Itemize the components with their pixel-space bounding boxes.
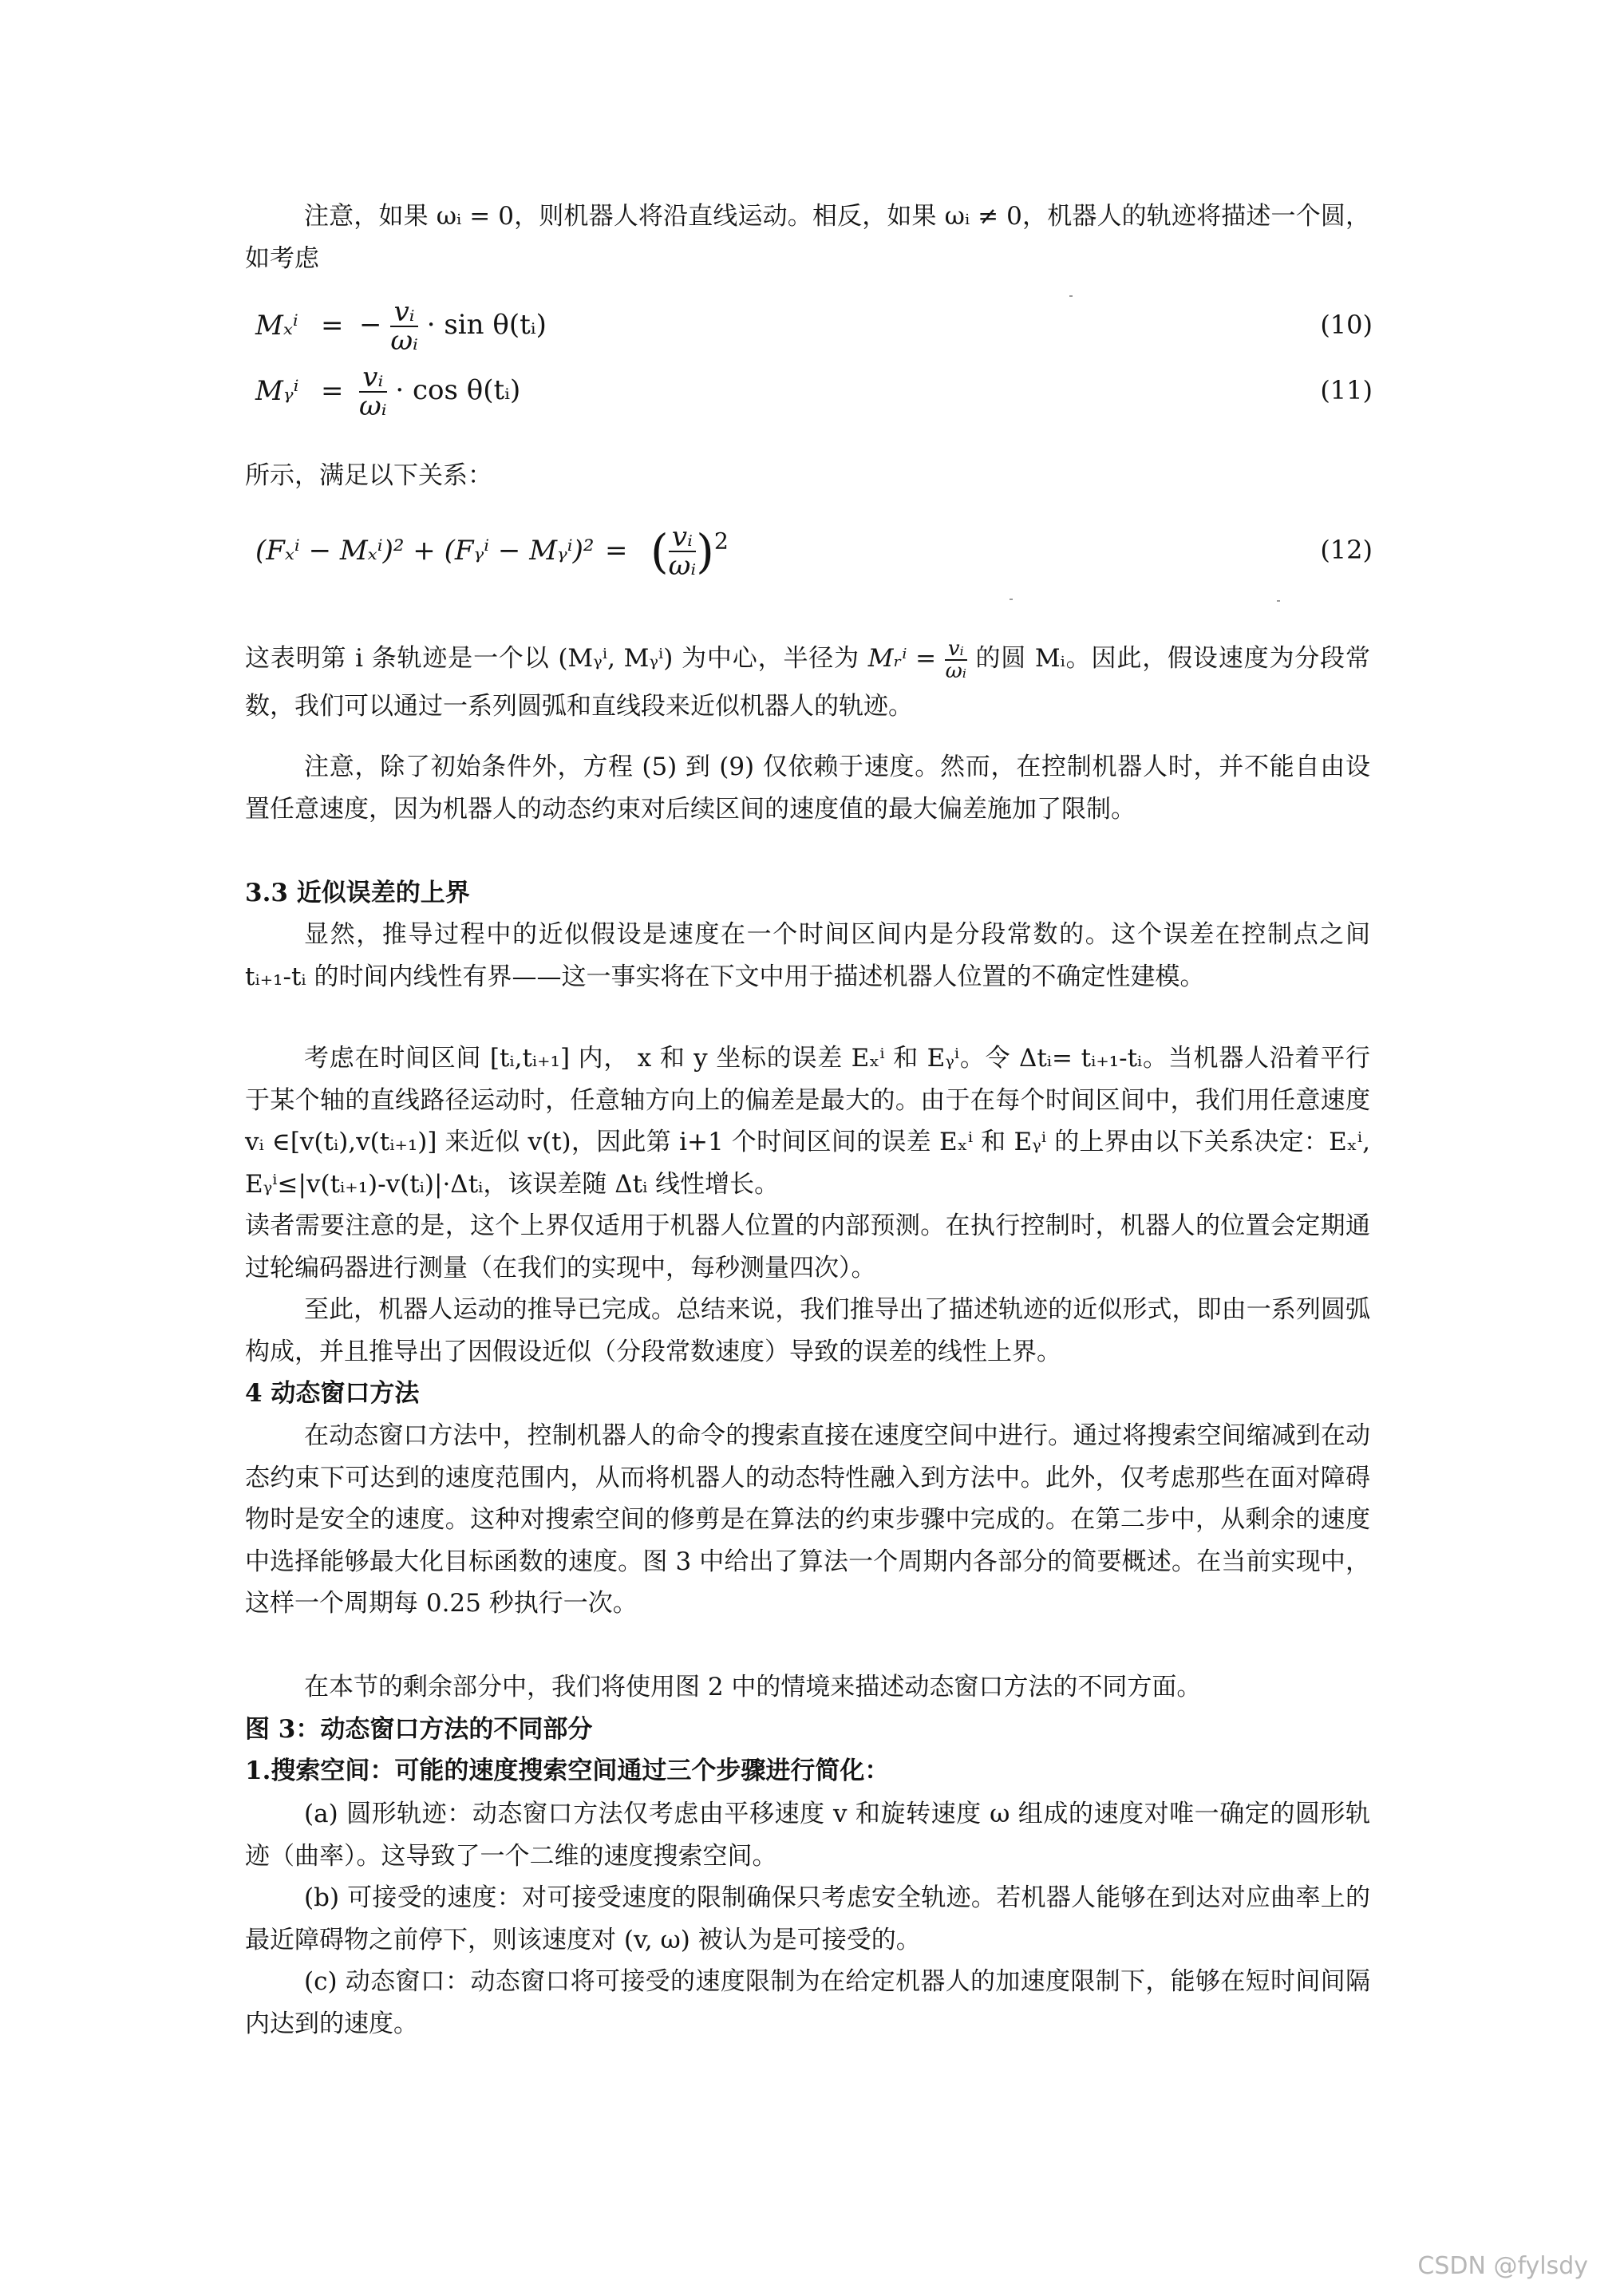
eq12-right-paren: ) [696,524,714,579]
para3-radius-fraction [945,638,967,682]
eq11-label: (11) [1320,375,1373,405]
paragraph-error-bound: 考虑在时间区间 [tᵢ,tᵢ₊₁] 内， x 和 y 坐标的误差 Eₓⁱ 和 Eᵧⁱ。令 Δtᵢ= tᵢ₊₁-tᵢ。当机器人沿着平行于某个轴的直线路径运动时，任意轴方向上的偏差是最大的。由于在每个时间区间中，我们用任意速度 vᵢ ∈[v(tᵢ),v(tᵢ₊₁)] 来近似 v(t)，因此第 i+1 个时间区间的误差 Eₓⁱ 和 Eᵧⁱ 的上界由以下关系决定：Eₓⁱ, Eᵧⁱ≤|v(tᵢ₊₁)-v(tᵢ)|·Δtᵢ，该误差随 Δtᵢ 线性增长。 [245,1044,1370,1199]
para3-text-b: 的圆 Mᵢ。因此，假设速度为分段常数，我们可以通过一系列圆弧和直线段来近似机器人的轨迹。 [245,644,1370,721]
eq11-fraction [359,364,387,420]
eq10-sign: − [359,309,382,341]
search-space-heading: 1.搜索空间：可能的速度搜索空间通过三个步骤进行简化： [245,1757,890,1785]
eq12-label: (12) [1320,535,1373,565]
equation-11 [255,362,1373,423]
section-heading-4: 4 动态窗口方法 [245,1379,420,1408]
paragraph-internal-prediction: 读者需要注意的是，这个上界仅适用于机器人位置的内部预测。在执行控制时，机器人的位置会定期通过轮编码器进行测量（在我们的实现中，每秒测量四次）。 [245,1211,1370,1282]
scan-speck [1010,599,1013,600]
scan-speck [1277,600,1280,602]
eq12-fraction [668,521,697,582]
eq10-tail: · sin θ(tᵢ) [426,309,547,341]
paragraph-approx-assumption: 显然，推导过程中的近似假设是速度在一个时间区间内是分段常数的。这个误差在控制点之间 tᵢ₊₁-tᵢ 的时间内线性有界——这一事实将在下文中用于描述机器人位置的不确定性建模。 [245,920,1370,991]
eq10-label: (10) [1320,310,1373,340]
eq11-rhs [359,364,520,420]
eq11-tail: · cos θ(tᵢ) [395,374,521,406]
eq12-denominator: ωᵢ [668,550,697,582]
eq11-lhs: Mᵧⁱ [255,375,299,407]
paragraph-circle-center [245,634,1370,730]
equation-12 [255,521,1373,583]
eq10-equals: = [321,310,344,342]
figure-3-heading: 图 3：动态窗口方法的不同部分 [245,1715,593,1744]
csdn-watermark: CSDN @fylsdy [1417,2252,1588,2280]
scan-speck [1069,295,1073,297]
eq12-exponent: 2 [713,528,729,555]
eq12-left-paren: ( [650,524,669,579]
eq12-expression: (Fₓⁱ − Mₓⁱ)² + (Fᵧⁱ − Mᵧⁱ)² [255,535,595,567]
eq10-rhs [359,296,547,357]
eq12-numerator: vᵢ [669,524,697,552]
paragraph-dynamic-window-intro: 在动态窗口方法中，控制机器人的命令的搜索直接在速度空间中进行。通过将搜索空间缩减到在动态约束下可达到的速度范围内，从而将机器人的动态特性融入到方法中。此外，仅考虑那些在面对障碍物时是安全的速度。这种对搜索空间的修剪是在算法的约束步骤中完成的。在第二步中，从剩余的速度中选择能够最大化目标函数的速度。图 3 中给出了算法一个周期内各部分的简要概述。在当前实现中，这样一个周期每 0.25 秒执行一次。 [245,1421,1370,1618]
para3-text-a: 这表明第 i 条轨迹是一个以 (Mᵧⁱ, Mᵧⁱ) 为中心，半径为 [245,644,859,673]
eq11-equals: = [321,375,344,407]
eq10-fraction [390,296,418,357]
para3-radius-numerator: vᵢ [945,638,967,661]
eq10-numerator: vᵢ [390,298,418,327]
paragraph-figure-2-reference: 在本节的剩余部分中，我们将使用图 2 中的情境来描述动态窗口方法的不同方面。 [304,1673,1202,1701]
eq11-denominator: ωᵢ [359,390,387,422]
paragraph-admissible-velocities: (b) 可接受的速度：对可接受速度的限制确保只考虑安全轨迹。若机器人能够在到达对应曲率上的最近障碍物之前停下，则该速度对 (v, ω) 被认为是可接受的。 [245,1883,1370,1954]
paragraph-intro: 注意，如果 ωᵢ = 0，则机器人将沿直线运动。相反，如果 ωᵢ ≠ 0，机器人的轨迹将描述一个圆，如考虑 [245,202,1370,273]
paragraph-summary: 至此，机器人运动的推导已完成。总结来说，我们推导出了描述轨迹的近似形式，即由一系列圆弧构成，并且推导出了因假设近似（分段常数速度）导致的误差的线性上界。 [245,1295,1370,1366]
paragraph-relation: 所示，满足以下关系： [245,461,492,490]
eq11-numerator: vᵢ [359,364,387,393]
eq12-equals: = [605,535,628,567]
paragraph-dynamic-window: (c) 动态窗口：动态窗口将可接受的速度限制为在给定机器人的加速度限制下，能够在短时间间隔内达到的速度。 [245,1967,1370,2038]
para3-radius-symbol: Mᵣⁱ = [867,644,937,673]
paragraph-circular-trajectories: (a) 圆形轨迹：动态窗口方法仅考虑由平移速度 v 和旋转速度 ω 组成的速度对唯一确定的圆形轨迹（曲率）。这导致了一个二维的速度搜索空间。 [245,1800,1370,1871]
para3-radius-denominator: ωᵢ [945,658,966,683]
eq10-lhs: Mₓⁱ [255,310,298,342]
equation-10 [255,296,1373,358]
paragraph-dynamic-constraints: 注意，除了初始条件外，方程 (5) 到 (9) 仅依赖于速度。然而，在控制机器人时，并不能自由设置任意速度，因为机器人的动态约束对后续区间的速度值的最大偏差施加了限制。 [245,753,1370,824]
eq12-rhs [650,521,729,582]
eq10-denominator: ωᵢ [390,325,418,357]
section-heading-3-3: 3.3 近似误差的上界 [245,879,470,907]
